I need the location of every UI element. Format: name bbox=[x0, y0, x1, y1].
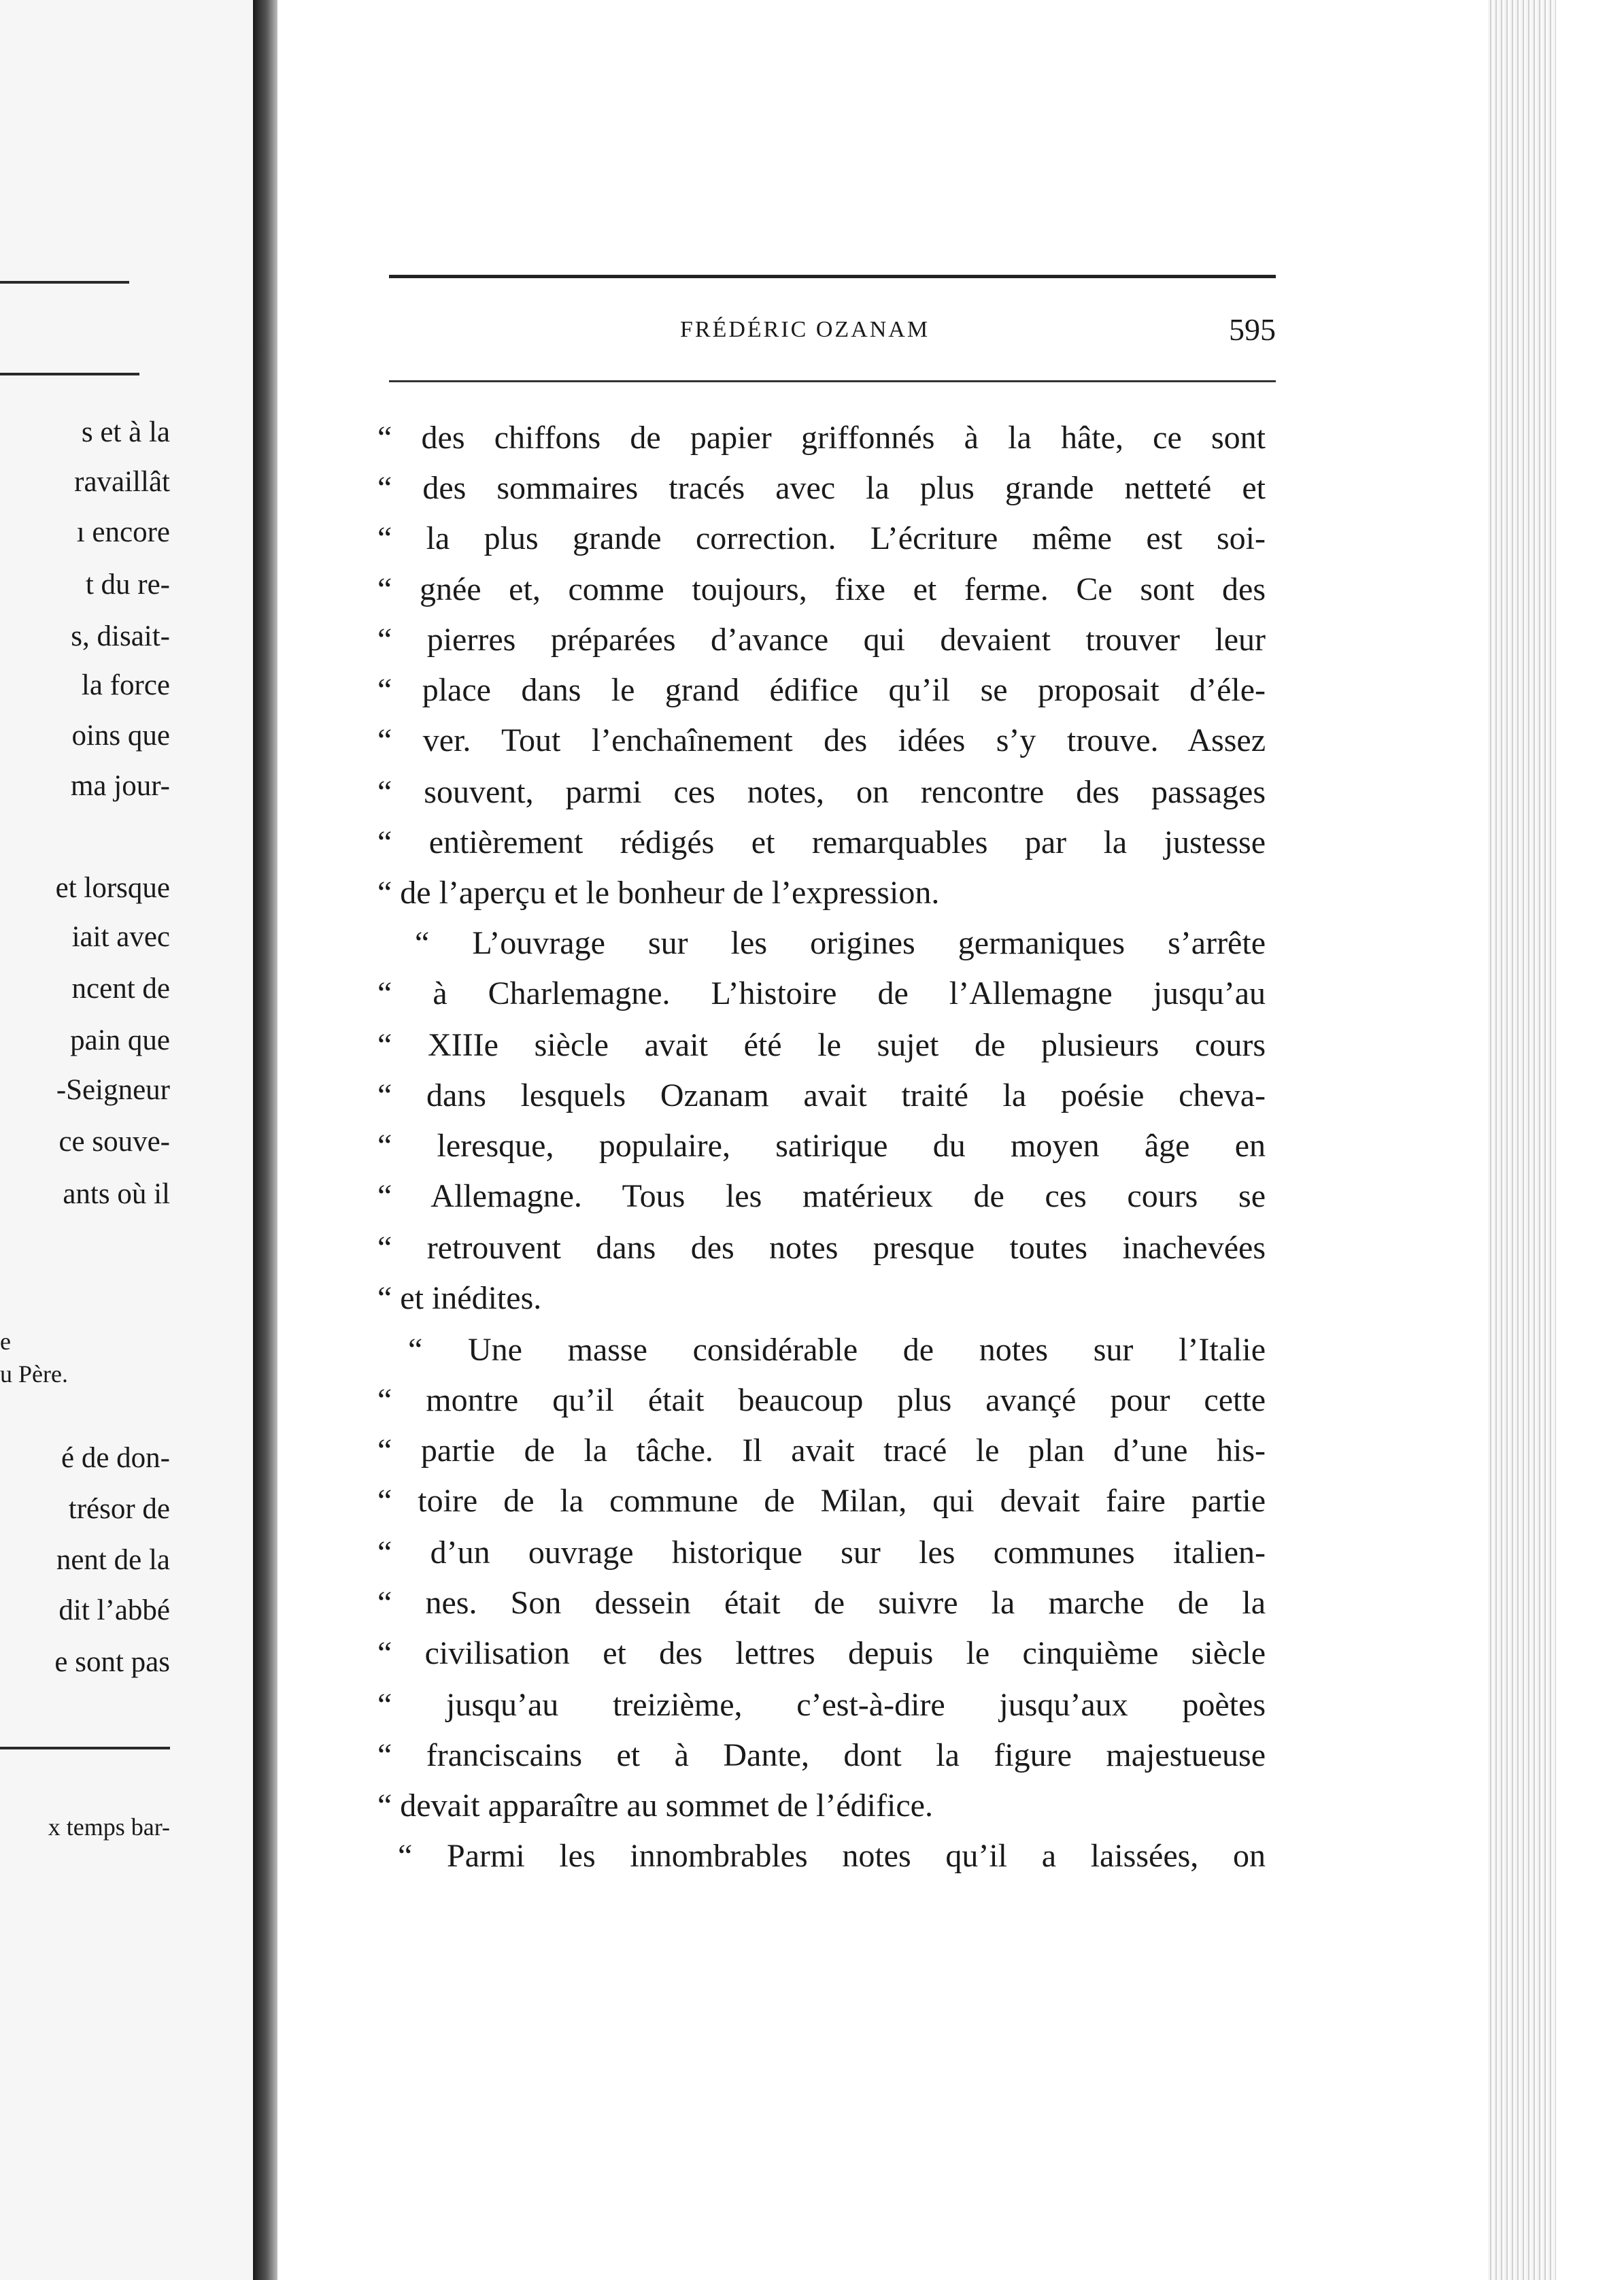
header-rule-bottom bbox=[389, 380, 1276, 382]
left-line: ravaillât bbox=[74, 466, 170, 498]
header-rule-top bbox=[389, 275, 1276, 278]
body-line: “ à Charlemagne. L’histoire de l’Allemagne jusqu’au bbox=[377, 975, 1266, 1011]
left-note-line: e bbox=[0, 1328, 11, 1355]
body-line: “ jusqu’au treizième, c’est-à-dire jusqu’aux poètes bbox=[377, 1687, 1266, 1723]
left-line: nent de la bbox=[56, 1544, 170, 1576]
left-line: ncent de bbox=[71, 973, 170, 1005]
body-line: “ retrouvent dans des notes presque toutes inachevées bbox=[377, 1230, 1266, 1266]
body-line: “ XIIIe siècle avait été le sujet de plusieurs cours bbox=[377, 1027, 1266, 1063]
left-line: ı encore bbox=[76, 516, 170, 548]
left-header-rule bbox=[0, 281, 129, 284]
body-line: “ leresque, populaire, satirique du moyen âge en bbox=[377, 1128, 1266, 1164]
left-header-rule-lower bbox=[0, 373, 139, 375]
left-line: ma jour- bbox=[70, 770, 170, 802]
body-line-paragraph-start: “ L’ouvrage sur les origines germaniques s’arrête bbox=[415, 925, 1266, 961]
body-line-paragraph-start: “ Parmi les innombrables notes qu’il a laissées, on bbox=[398, 1838, 1266, 1874]
body-line: “ la plus grande correction. L’écriture même est soi- bbox=[377, 520, 1266, 556]
left-line: s et à la bbox=[81, 416, 170, 448]
body-line: “ civilisation et des lettres depuis le cinquième siècle bbox=[377, 1635, 1266, 1671]
left-line: dit l’abbé bbox=[58, 1594, 170, 1626]
body-line: “ de l’aperçu et le bonheur de l’expression. bbox=[377, 875, 940, 911]
body-line-paragraph-start: “ Une masse considérable de notes sur l’Italie bbox=[408, 1332, 1266, 1368]
left-line: ce souve- bbox=[58, 1126, 170, 1158]
left-line: oins que bbox=[71, 720, 170, 752]
left-line: pain que bbox=[70, 1024, 170, 1056]
left-note-line: u Père. bbox=[0, 1360, 68, 1388]
left-line: t du re- bbox=[85, 569, 170, 601]
body-line: “ pierres préparées d’avance qui devaient trouver leur bbox=[377, 622, 1266, 658]
left-line: -Seigneur bbox=[56, 1074, 170, 1106]
body-line: “ dans lesquels Ozanam avait traité la poésie cheva- bbox=[377, 1077, 1266, 1113]
left-footnote-line: x temps bar- bbox=[48, 1813, 170, 1841]
left-line: ants où il bbox=[63, 1178, 170, 1210]
left-line: e sont pas bbox=[54, 1646, 170, 1678]
page-number: 595 bbox=[1229, 312, 1276, 347]
page-edges bbox=[1488, 0, 1556, 2280]
body-line: “ partie de la tâche. Il avait tracé le plan d’une his- bbox=[377, 1432, 1266, 1469]
body-line: “ nes. Son dessein était de suivre la marche de la bbox=[377, 1585, 1266, 1621]
body-line: “ gnée et, comme toujours, fixe et ferme. Ce sont des bbox=[377, 571, 1266, 607]
left-footnote-rule bbox=[0, 1747, 170, 1749]
left-line: iait avec bbox=[71, 921, 170, 953]
body-line: “ des sommaires tracés avec la plus grande netteté et bbox=[377, 470, 1266, 506]
body-line: “ ver. Tout l’enchaînement des idées s’y trouve. Assez bbox=[377, 722, 1266, 758]
left-page-fragment bbox=[0, 0, 253, 2280]
body-line: “ d’un ouvrage historique sur les communes italien- bbox=[377, 1535, 1266, 1571]
body-line: “ souvent, parmi ces notes, on rencontre des passages bbox=[377, 774, 1266, 810]
body-line: “ franciscains et à Dante, dont la figure majestueuse bbox=[377, 1737, 1266, 1773]
body-line: “ entièrement rédigés et remarquables par la justesse bbox=[377, 824, 1266, 860]
body-line: “ toire de la commune de Milan, qui devait faire partie bbox=[377, 1483, 1266, 1519]
body-line: “ Allemagne. Tous les matérieux de ces cours se bbox=[377, 1178, 1266, 1214]
running-header-title: FRÉDÉRIC OZANAM bbox=[680, 317, 930, 342]
left-line: trésor de bbox=[68, 1493, 170, 1525]
body-line: “ devait apparaître au sommet de l’édifice. bbox=[377, 1788, 933, 1824]
left-line: s, disait- bbox=[71, 620, 170, 652]
body-line: “ place dans le grand édifice qu’il se proposait d’éle- bbox=[377, 672, 1266, 708]
left-line: et lorsque bbox=[55, 872, 170, 904]
left-line: é de don- bbox=[61, 1442, 170, 1474]
body-line: “ des chiffons de papier griffonnés à la hâte, ce sont bbox=[377, 420, 1266, 456]
left-line: la force bbox=[81, 669, 170, 701]
body-line: “ montre qu’il était beaucoup plus avançé pour cette bbox=[377, 1382, 1266, 1418]
body-line: “ et inédites. bbox=[377, 1280, 542, 1316]
book-gutter bbox=[253, 0, 277, 2280]
